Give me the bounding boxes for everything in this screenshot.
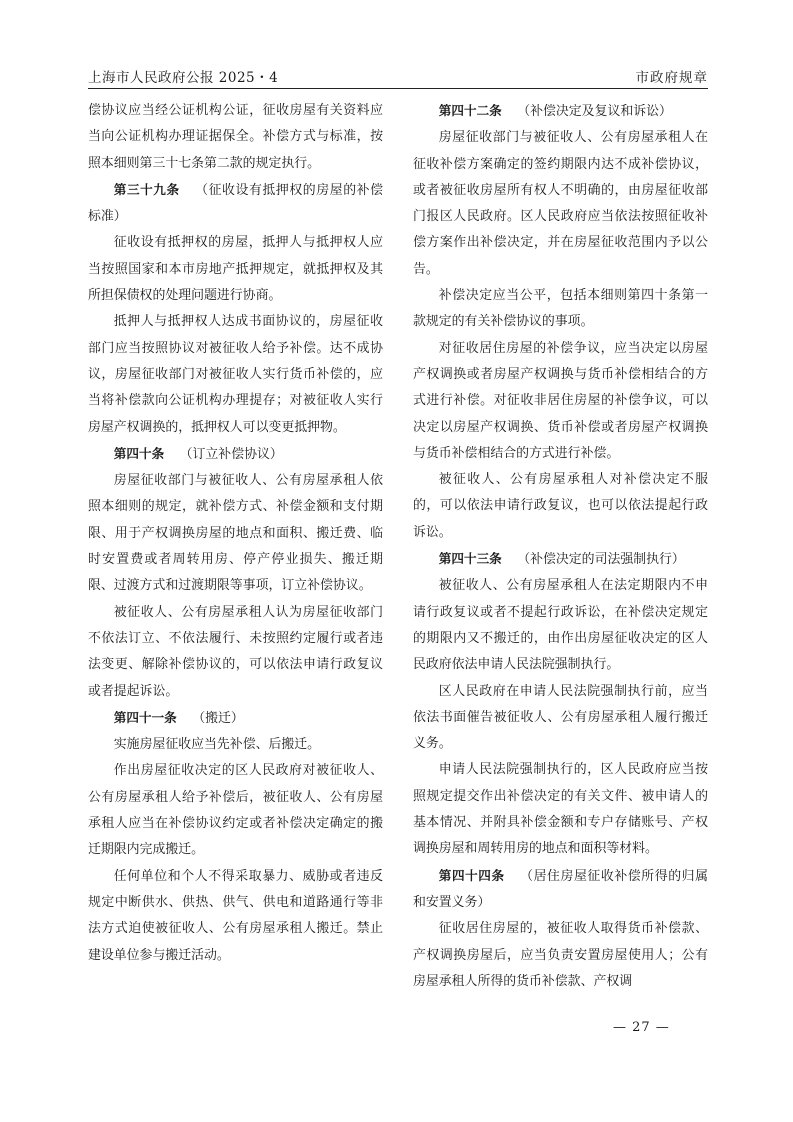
article-number: 第四十条 (113, 445, 165, 461)
paragraph: 征收居住房屋的，被征收人取得货币补偿款、产权调换房屋后，应当负责安置房屋使用人；公有房屋承租人所得的货币补偿款、产权调 (413, 921, 708, 989)
paragraph: 房屋征收部门与被征收人、公有房屋承租人在征收补偿方案确定的签约期限内达不成补偿协议，或者被征收房屋所有权人不明确的，由房屋征收部门报区人民政府。区人民政府应当依法按照征收补偿方案作出补偿决定，并在房屋征收范围内予以公告。 (413, 130, 708, 277)
article-number: 第四十一条 (113, 709, 177, 725)
paragraph: 作出房屋征收决定的区人民政府对被征收人、公有房屋承租人给予补偿后，被征收人、公有房屋承租人应当在补偿协议约定或者补偿决定确定的搬迁期限内完成搬迁。 (88, 763, 383, 858)
article-number: 第四十二条 (438, 103, 502, 118)
section-title: 市政府规章 (635, 70, 708, 86)
paragraph: 任何单位和个人不得采取暴力、威胁或者违反规定中断供水、供热、供气、供电和道路通行等非法方式迫使被征收人、公有房屋承租人搬迁。禁止建设单位参与搬迁活动。 (88, 868, 383, 963)
article-heading (88, 441, 383, 468)
article-heading (413, 863, 708, 917)
paragraph: 房屋征收部门与被征收人、公有房屋承租人依照本细则的规定，就补偿方式、补偿金额和支付期限、用于产权调换房屋的地点和面积、搬迁费、临时安置费或者周转用房、停产停业损失、搬迁期限、过渡方式和过渡期限等事项，订立补偿协议。 (88, 473, 383, 594)
article-title: （搬迁） (192, 710, 244, 726)
article-title: （补偿决定的司法强制执行） (517, 552, 685, 568)
article-number: 第四十四条 (438, 867, 505, 883)
paragraph: 申请人民法院强制执行的，区人民政府应当按照规定提交作出补偿决定的有关文件、被申请人的基本情况、并附具补偿金额和专户存储账号、产权调换房屋和周转用房的地点和面积等材料。 (413, 762, 708, 857)
paragraph: 被征收人、公有房屋承租人对补偿决定不服的，可以依法申请行政复议，也可以依法提起行政诉讼。 (413, 472, 708, 540)
paragraph: 偿协议应当经公证机构公证，征收房屋有关资料应当向公证机构办理证据保全。补偿方式与标准，按照本细则第三十七条第二款的规定执行。 (88, 103, 383, 171)
article-heading (413, 546, 708, 573)
paragraph: 区人民政府在申请人民法院强制执行前，应当依法书面催告被征收人、公有房屋承租人履行搬迁义务。 (413, 683, 708, 752)
article-title: （订立补偿协议） (179, 446, 283, 462)
article-heading (413, 98, 708, 125)
paragraph: 被征收人、公有房屋承租人认为房屋征收部门不依法订立、不依法履行、未按照约定履行或者违法变更、解除补偿协议的，可以依法申请行政复议或者提起诉讼。 (88, 604, 383, 699)
page-number: — 27 — (613, 1020, 670, 1035)
page-header (88, 58, 708, 89)
article-heading (88, 177, 383, 231)
article-title: （补偿决定及复议和诉讼） (517, 104, 672, 119)
paragraph: 对征收居住房屋的补偿争议，应当决定以房屋产权调换或者房屋产权调换与货币补偿相结合的方式进行补偿。对征收非居住房屋的补偿争议，可以决定以房屋产权调换、货币补偿或者房屋产权调换与货币补偿相结合的方式进行补偿。 (413, 340, 708, 461)
article-title: （居住房屋征收补偿所得的归属和安置义务） (413, 868, 709, 910)
publication-title: 上海市人民政府公报 2025・4 (88, 70, 279, 86)
paragraph: 征收设有抵押权的房屋，抵押人与抵押权人应当按照国家和本市房地产抵押规定，就抵押权及其所担保债权的处理问题进行协商。 (88, 235, 383, 304)
right-column (413, 98, 708, 995)
left-column (88, 98, 383, 969)
paragraph: 抵押人与抵押权人达成书面协议的，房屋征收部门应当按照协议对被征收人给予补偿。达不成协议，房屋征收部门对被征收人实行货币补偿的，应当将补偿款向公证机构办理提存；对被征收人实行房屋产权调换的，抵押权人可以变更抵押物。 (88, 314, 383, 435)
article-number: 第三十九条 (113, 181, 180, 197)
article-heading (88, 705, 383, 732)
paragraph: 补偿决定应当公平，包括本细则第四十条第一款规定的有关补偿协议的事项。 (413, 288, 708, 330)
article-title: （征收设有抵押权的房屋的补偿标准） (88, 182, 384, 225)
paragraph: 被征收人、公有房屋承租人在法定期限内不申请行政复议或者不提起行政诉讼，在补偿决定规定的期限内又不搬迁的，由作出房屋征收决定的区人民政府依法申请人民法院强制执行。 (413, 578, 708, 673)
article-number: 第四十三条 (438, 551, 502, 567)
paragraph: 实施房屋征收应当先补偿、后搬迁。 (113, 737, 321, 753)
